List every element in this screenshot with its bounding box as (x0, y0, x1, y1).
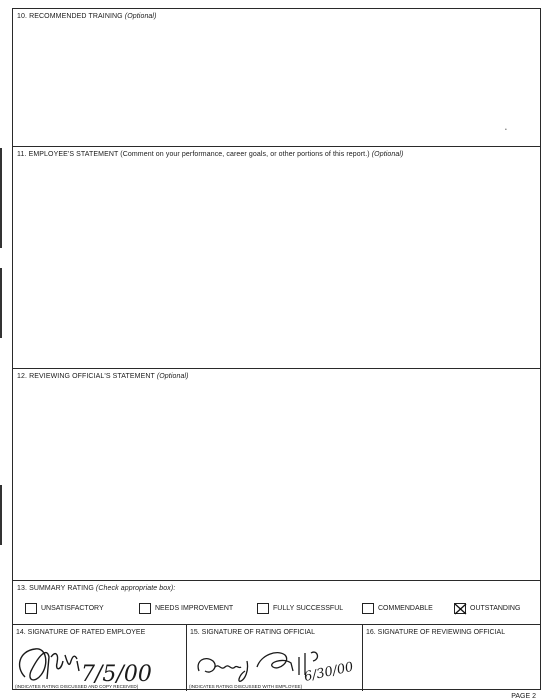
checkbox-outstanding[interactable] (454, 603, 466, 614)
scan-edge-mark (0, 148, 2, 248)
section-title: REVIEWING OFFICIAL'S STATEMENT (29, 373, 155, 380)
rating-option-commendable[interactable] (362, 601, 433, 615)
scan-edge-mark (0, 485, 2, 545)
signature-row (13, 624, 540, 691)
signature-caption: 16. SIGNATURE OF REVIEWING OFFICIAL (366, 629, 506, 636)
section-note: (Optional) (371, 151, 404, 158)
section-note: (Check appropriate box): (95, 585, 176, 592)
rating-option-outstanding[interactable] (454, 601, 520, 615)
section-number: 10. (17, 13, 28, 20)
section-title: EMPLOYEE'S STATEMENT (Comment on your performance, career goals, or other portions of this report.) (28, 151, 370, 158)
section-recommended-training (13, 9, 540, 147)
section-note: (Optional) (124, 13, 157, 20)
recommended-training-label (17, 13, 157, 20)
checkbox-fully-successful[interactable] (257, 603, 269, 614)
rating-option-label: UNSATISFACTORY (41, 604, 104, 612)
employee-signature-image (13, 631, 187, 691)
section-number: 11. (17, 151, 27, 158)
rating-official-signature-date: 6/30/00 (302, 659, 355, 685)
signature-sub-caption: (INDICATES RATING DISCUSSED AND COPY RECEIVED) (15, 684, 139, 689)
rating-option-unsatisfactory[interactable] (25, 601, 104, 615)
check-x-icon (455, 604, 467, 615)
rating-option-label: COMMENDABLE (378, 604, 433, 612)
section-reviewing-statement (13, 369, 540, 581)
rating-option-fully-successful[interactable] (257, 601, 343, 615)
section-title: SUMMARY RATING (29, 585, 94, 592)
signature-caption: 15. SIGNATURE OF RATING OFFICIAL (190, 629, 315, 636)
page-number: PAGE 2 (511, 693, 536, 700)
checkbox-unsatisfactory[interactable] (25, 603, 37, 614)
performance-form (12, 8, 541, 690)
signature-caption: 14. SIGNATURE OF RATED EMPLOYEE (16, 629, 146, 636)
signature-cell-employee[interactable] (13, 625, 187, 691)
section-title: RECOMMENDED TRAINING (29, 13, 123, 20)
section-note: (Optional) (156, 373, 189, 380)
employee-statement-label (17, 151, 403, 158)
signature-sub-caption: (INDICATES RATING DISCUSSED WITH EMPLOYEE) (189, 684, 303, 689)
scan-speck: • (505, 127, 507, 133)
section-number: 12. (17, 373, 28, 380)
rating-option-label: FULLY SUCCESSFUL (273, 604, 344, 612)
summary-rating-label (17, 585, 175, 592)
rating-option-needs-improvement[interactable] (139, 601, 233, 615)
rating-option-label: OUTSTANDING (470, 604, 521, 612)
employee-signature-date: 7/5/00 (81, 662, 152, 687)
checkbox-commendable[interactable] (362, 603, 374, 614)
signature-cell-reviewing-official[interactable] (363, 625, 542, 691)
reviewing-statement-label (17, 373, 189, 380)
rating-option-label: NEEDS IMPROVEMENT (155, 604, 234, 612)
signature-cell-rating-official[interactable] (187, 625, 363, 691)
section-employee-statement (13, 147, 540, 369)
rating-official-signature-image (187, 631, 363, 691)
summary-rating-options (13, 599, 540, 621)
section-number: 13. (17, 585, 28, 592)
scan-edge-mark (0, 268, 2, 338)
checkbox-needs-improvement[interactable] (139, 603, 151, 614)
